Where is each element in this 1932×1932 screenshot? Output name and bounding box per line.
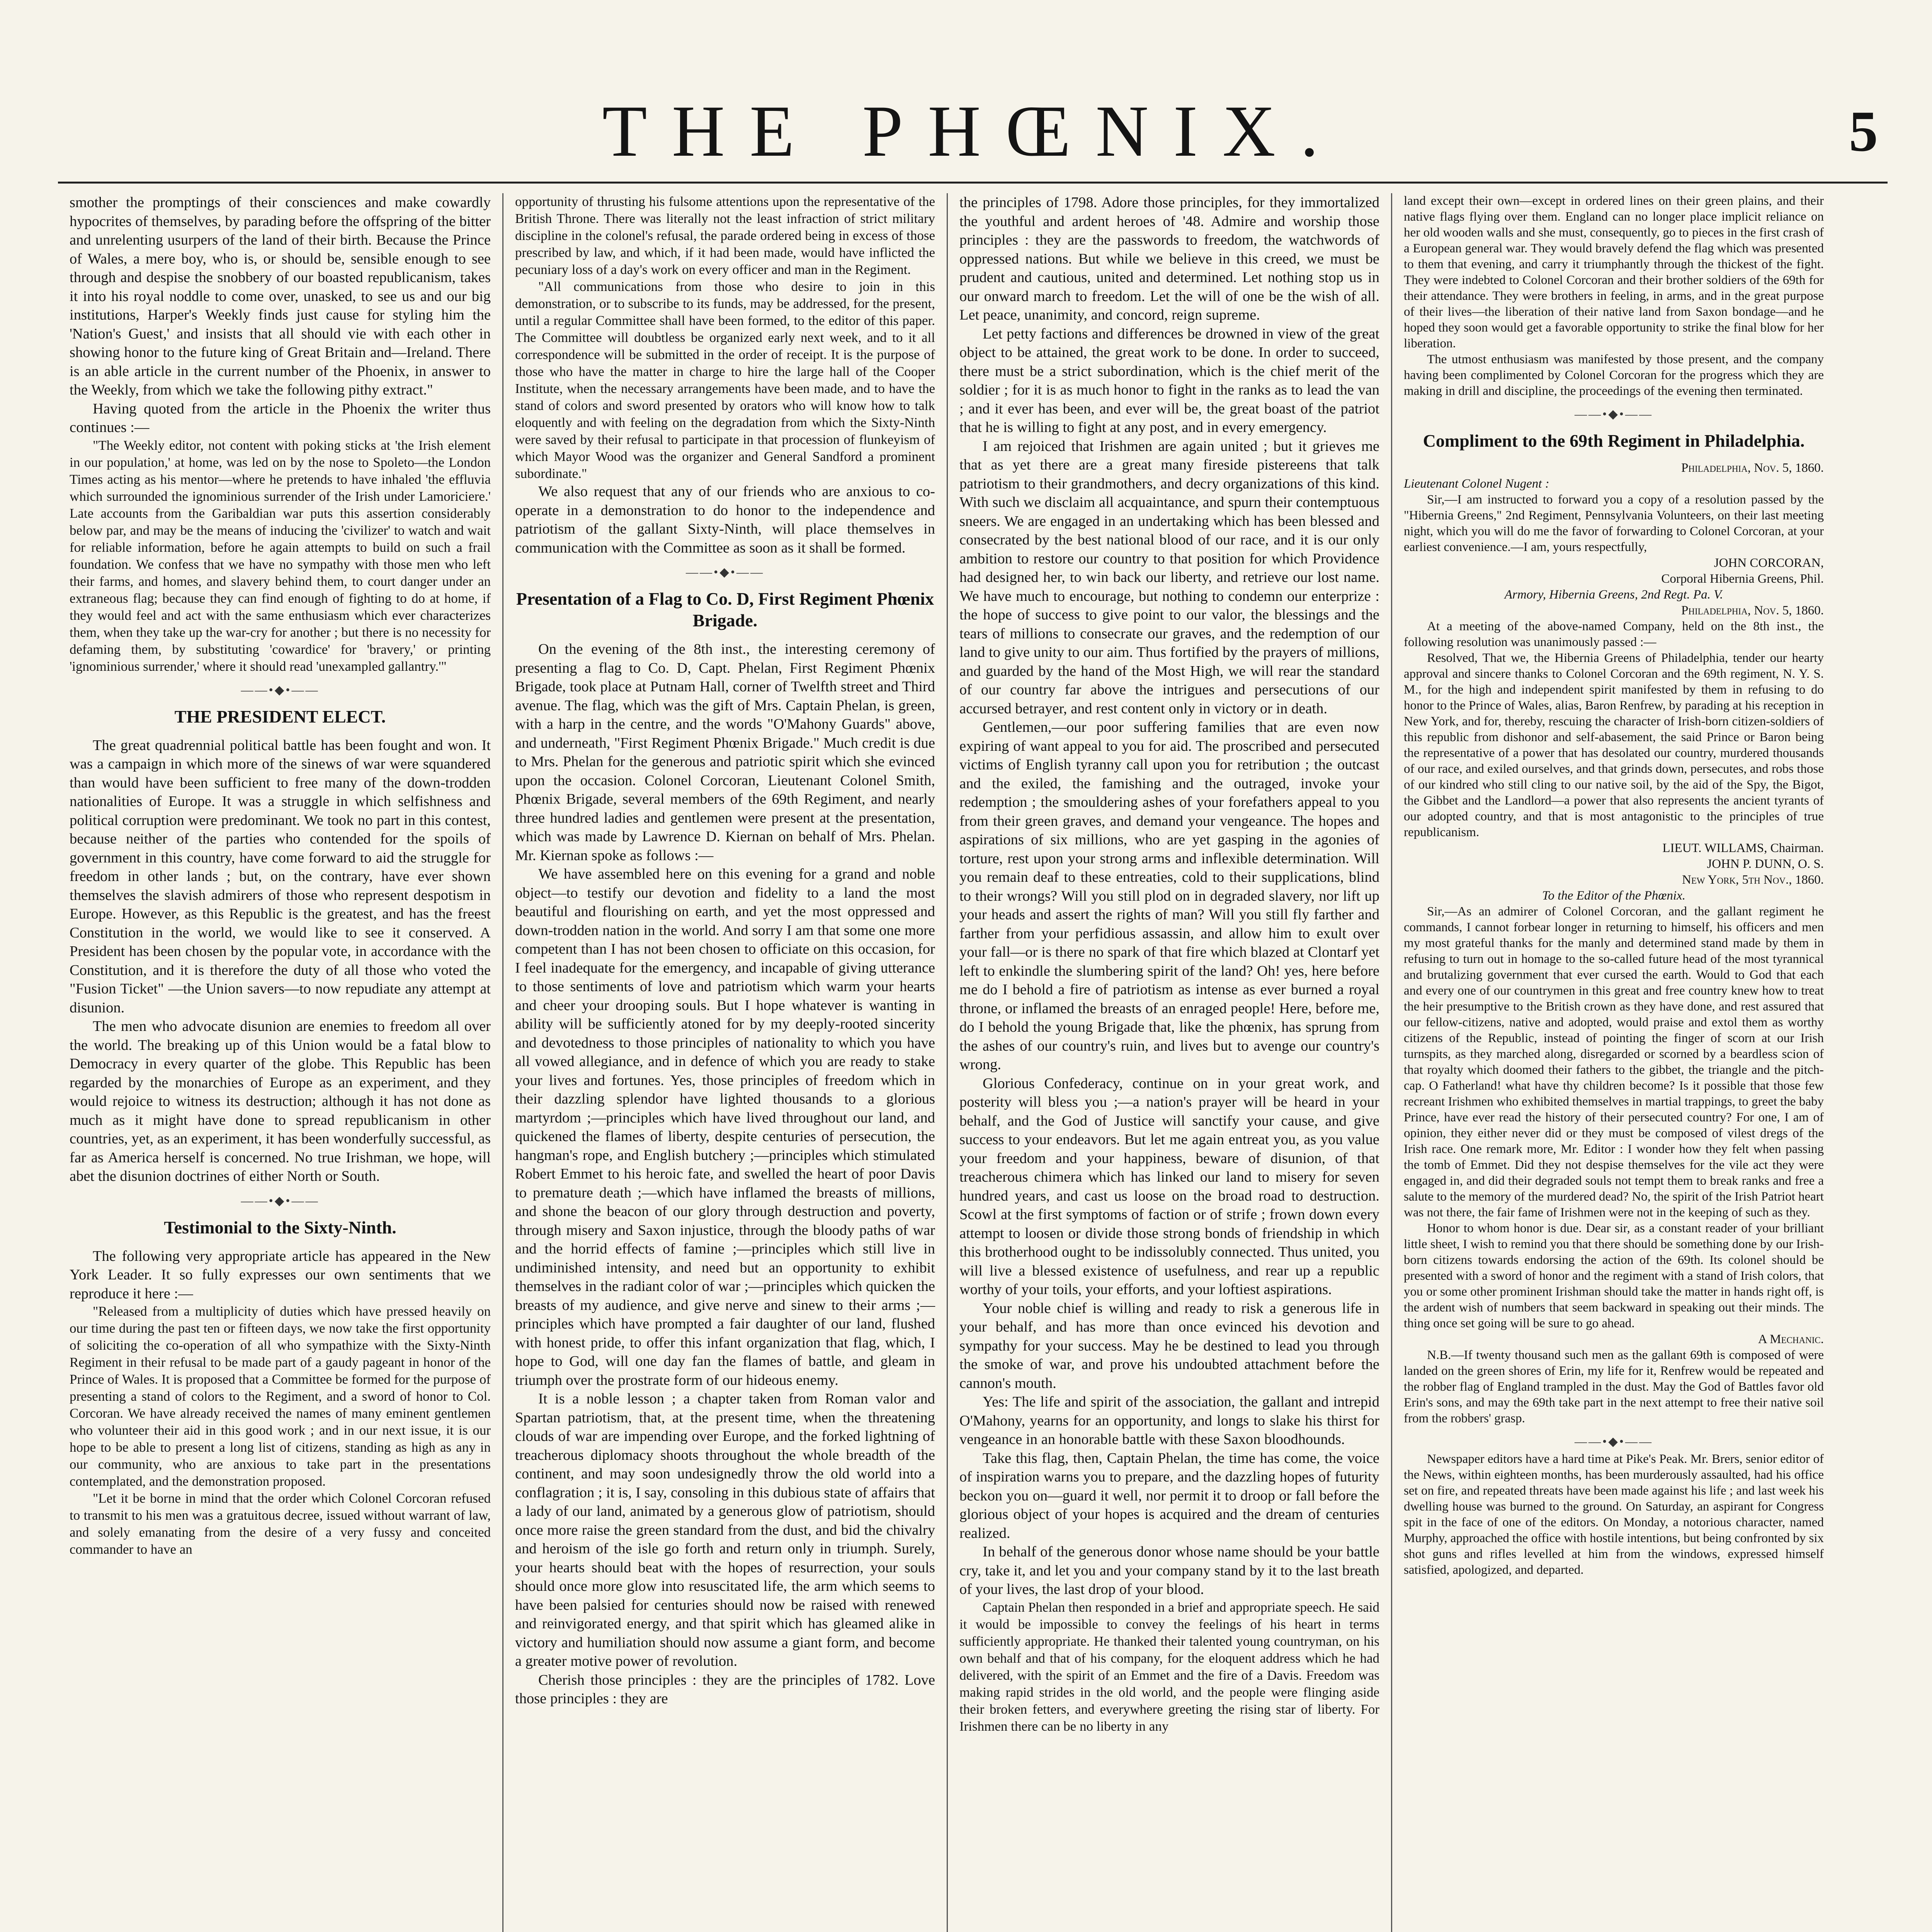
article-text: We have assembled here on this evening for a grand and noble object—to testify our devotion and fidelity to a land the most beautiful and flourishing on earth, and yet the most oppressed and down-trodden nation in the world. And sorry I am that some one more competent than I has not been chosen to officiate on this occasion, for I feel inadequate for the emergency, and incapable of giving utterance to those sentiments of love and patriotism which warm your hearts and cheer your drooping souls. But I hope whatever is wanting in ability will be sufficiently atoned for by my deeply-rooted sincerity and devotedness to those principles of nationality to which you have all vowed allegiance, and in defence of which you are ready to stake your lives and fortunes. Yes, those principles of freedom which in their dazzling splendor have lighted thousands to a glorious martyrdom ;—principles which have lived throughout our land, and quickened the flames of liberty, despite centuries of persecution, the hangman's rope, and English butchery ;—principles which stimulated Robert Emmet to his heroic fate, and swelled the heart of poor Davis to premature death ;—which have inflamed the breasts of millions, and shone the beacon of our glory through destruction and poverty, through misery and Saxon injustice, through the bloody paths of war and the horrid effects of famine ;—principles which still live in undiminished intensity, and need but an opportunity to exhibit themselves in the radiant color of war ;—principles which quicken the breasts of my audience, and give nerve and sinew to their arms ;—principles which have prompted a fair daughter of our land, flushed with honest pride, to offer this infant organization that flag, which, I hope to God, will one day fan the flames of battle, and gleam in triumph over the prostrate form of our hideous enemy. — [515, 866, 935, 1388]
columns — [58, 193, 1888, 1932]
section-ornament: ——•◆•—— — [1574, 407, 1653, 421]
article-quote: "The Weekly editor, not content with poking sticks at 'the Irish element in our population,' at home, was led on by the nose to Spoleto—the London Times acting as his mentor—where he pretends to have inhaled 'the effluvia which surrounded the ignominious surrender of the Irish under Lamoriciere.' Late accounts from the Garibaldian war puts this assertion considerably below par, and may be the means of inducing the 'civilizer' to watch and wait for reliable information, before he again attempts to build on such a frail foundation. We confess that we have no sympathy with those men who left their farms, and homes, and slavery behind them, to court danger under an extraneous flag; because they can find enough of fighting to do at home, if they would feel and act with the same enthusiasm which ever characterizes them, when they take up the war-cry for another ; but there is no necessity for defaming them, by substituting 'cowardice' for 'bravery,' or printing 'ignominious surrender,' where it should read 'unexampled gallantry.'" — [70, 437, 491, 674]
masthead-title: THE PHŒNIX. — [602, 91, 1344, 172]
signature: JOHN CORCORAN, — [1714, 556, 1824, 570]
article-text: Having quoted from the article in the Phoenix the writer thus continues :— — [70, 400, 491, 435]
article-text: On the evening of the 8th inst., the interesting ceremony of presenting a flag to Co. D, Capt. Phelan, First Regiment Phœnix Brigade, took place at Putnam Hall, corner of Twelfth street and Third avenue. The flag, which was the gift of Mrs. Captain Phelan, is green, with a harp in the centre, and the words "O'Mahony Guards" above, and underneath, "First Regiment Phœnix Brigade." Much credit is due to Mrs. Phelan for the generous and patriotic spirit which she evinced upon the occasion. Colonel Corcoran, Lieutenant Colonel Smith, Phœnix Brigade, several members of the 69th Regiment, and nearly three hundred ladies and gentlemen were present at the presentation, which was made by Lawrence D. Kiernan on behalf of Mrs. Phelan. Mr. Kiernan spoke as follows :— — [515, 641, 935, 864]
article-quote: "All communications from those who desire to join in this demonstration, or to subscribe to its funds, may be addressed, for the present, until a regular Committee shall have been formed, to the editor of this paper. The Committee will doubtless be organized early next week, and to it all correspondence will be submitted in the order of receipt. It is the purpose of those who have the matter in charge to hire the large hall of the Cooper Institute, when the necessary arrangements have been made, and to have the stand of colors and sword presented by orators who will know how to talk eloquently and with feeling on the degradation from which the Sixty-Ninth were saved by their refusal to participate in that procession of flunkeyism of which Mayor Wood was the organizer and General Sandford a prominent subordinate." — [515, 279, 935, 481]
article-quote: "Released from a multiplicity of duties which have pressed heavily on our time during the past ten or fifteen days, we now take the first opportunity of soliciting the co-operation of all who sympathize with the Sixty-Ninth Regiment in their refusal to be made part of a gaudy pageant in honor of the Prince of Wales. It is proposed that a Committee be formed for the purpose of presenting a stand of colors to the Regiment, and a sword of honor to Col. Corcoran. We have already received the names of many eminent gentlemen who volunteer their aid in this good work ; and in our next issue, it is our hope to be able to present a long list of citizens, standing as high as any in our community, who are anxious to take part in the presentations contemplated, and the demonstration proposed. — [70, 1304, 491, 1489]
salutation: To the Editor of the Phœnix. — [1542, 889, 1685, 903]
dateline: Philadelphia, Nov. 5, 1860. — [1681, 604, 1824, 617]
article-text: Your noble chief is willing and ready to risk a generous life in your behalf, and has more than once evinced his devotion and sympathy for your success. May he be destined to lead you through the smoke of war, and prove his undoubted attachment before the cannon's mouth. — [959, 1300, 1379, 1391]
article-text: Captain Phelan then responded in a brief and appropriate speech. He said it would be impossible to convey the feelings of his heart in terms sufficiently appropriate. He thanked their talented young countryman, on his own behalf and that of his company, for the eloquent address which he had delivered, with the spirit of an Emmet and the fire of a Davis. Freedom was making rapid strides in the old world, and the people were flinging aside their broken fetters, and everywhere greeting the rising star of liberty. For Irishmen there can be no liberty in any — [959, 1599, 1379, 1734]
article-text: Gentlemen,—our poor suffering families that are even now expiring of want appeal to you for aid. The proscribed and persecuted victims of English tyranny call upon you for retribution ; the outcast and the exiled, the famishing and the outraged, invoke your redemption ; the smouldering ashes of your forefathers appeal to you from their green graves, and demand your vengeance. The hopes and aspirations of six millions, who are yet gasping in the agonies of torture, rest upon your strong arms and inflexible determination. Will you remain deaf to these entreaties, cold to their supplications, blind to their wrongs? Will you still plod on in degraded slavery, nor lift up your heads and assert the rights of man? Will you still fly farther and farther from your perfidious assassin, and allow him to exult over your fall—or is there no spark of that fire which blazed at Clontarf yet left to enkindle the slumbering spirit of the land? Oh! yes, here before me do I behold a fire of patriotism as intense as ever burned a royal throne, or inflamed the breasts of an enraged people! Here, before me, do I behold the young Brigade that, like the phœnix, has sprung from the ashes of our country's ruin, and lives but to avenge our country's wrong. — [959, 719, 1379, 1073]
article-text: Cherish those principles : they are the principles of 1782. Love those principles : they are — [515, 1672, 935, 1707]
article-text: Let petty factions and differences be drowned in view of the great object to be attained, the great work to be done. In order to succeed, there must be a strict subordination, which is the chief merit of the soldier ; for it is as much honor to fight in the ranks as to lead the van ; and it ever has been, and ever will be, the great boast of the patriot that he is willing to fight at any post, and in every emergency. — [959, 325, 1379, 435]
article-text: smother the promptings of their consciences and make cowardly hypocrites of themselves, by parading before the offspring of the bitter and unrelenting usurpers of the land of their birth. Because the Prince of Wales, a mere boy, who is, or should be, sensible enough to see through and despise the snobbery of our boasted republicanism, takes it into his royal noddle to come over, unasked, to see us and our big institutions, Harper's Weekly finds just cause for styling him the 'Nation's Guest,' and insists that all should vie with each other in showing honor to the future king of Great Britain and—Ireland. There is an able article in the current number of the Phoenix, in answer to the Weekly, from which we take the following pithy extract." — [70, 194, 491, 398]
article-text: We also request that any of our friends who are anxious to co-operate in a demonstration to do honor to the independence and patriotism of the gallant Sixty-Ninth, will place themselves in communication with the Committee as soon as it shall be formed. — [515, 483, 935, 556]
masthead — [0, 81, 1932, 189]
section-ornament: ——•◆•—— — [1574, 1434, 1653, 1448]
dateline: Philadelphia, Nov. 5, 1860. — [1681, 461, 1824, 475]
page-number: 5 — [1849, 99, 1878, 163]
letter-text: Honor to whom honor is due. Dear sir, as a constant reader of your brilliant little sheet, I wish to remind you that there should be something done by our Irish-born citizens towards endorsing the action of the 69th. Its colonel should be presented with a sword of honor and the regiment with a stand of Irish colors, that you or some other prominent Irishman should take the matter in hands right off, is the ardent wish of numbers that seem backward in speaking out their minds. The thing once set going will be sure to go ahead. — [1404, 1221, 1824, 1330]
salutation: Lieutenant Colonel Nugent : — [1404, 477, 1549, 491]
article-text: The utmost enthusiasm was manifested by those present, and the company having been complimented by Colonel Corcoran for the progress which they are making in drill and discipline, the proceedings of the evening then terminated. — [1404, 352, 1824, 398]
section-ornament: ——•◆•—— — [685, 565, 764, 579]
article-text: In behalf of the generous donor whose name should be your battle cry, take it, and let you and your company stand by it to the last breath of your lives, the last drop of your blood. — [959, 1544, 1379, 1597]
article-text: the principles of 1798. Adore those principles, for they immortalized the youthful and ardent heroes of '48. Admire and worship those principles : they are the passwords to freedom, the watchwords of oppressed nations. But while we believe in this creed, we must be prudent and cautious, united and determined. Let nothing stop us in our onward march to freedom. Let the will of one be the wish of all. Let peace, unanimity, and concord, reign supreme. — [959, 194, 1379, 323]
letter-text: Sir,—I am instructed to forward you a copy of a resolution passed by the "Hibernia Greens," 2nd Regiment, Pennsylvania Volunteers, on their last meeting night, which you will do me the favor of forwarding to Colonel Corcoran, at your earliest convenience.—I am, yours respectfully, — [1404, 493, 1824, 554]
article-quote: "Let it be borne in mind that the order which Colonel Corcoran refused to transmit to his men was a gratuitous decree, issued without warrant of law, and solely emanating from the desire of a very fussy and conceited commander to have an — [70, 1491, 491, 1557]
signature-title: Corporal Hibernia Greens, Phil. — [1661, 572, 1824, 586]
column-2 — [502, 193, 947, 1932]
letter-text: N.B.—If twenty thousand such men as the gallant 69th is composed of were landed on the green shores of Erin, my life for it, Renfrew would be repeated and the robber flag of England trampled in the dust. May the God of Battles favor old Erin's sons, and may the 69th take part in the next attempt to free their native soil from the robbers' grasp. — [1404, 1348, 1824, 1425]
article-heading: THE PRESIDENT ELECT. — [174, 706, 386, 726]
section-ornament: ——•◆•—— — [241, 682, 320, 697]
article-heading: Compliment to the 69th Regiment in Philadelphia. — [1423, 431, 1805, 451]
signature: A Mechanic. — [1758, 1332, 1824, 1346]
column-3 — [947, 193, 1391, 1932]
column-4 — [1391, 193, 1835, 1932]
section-ornament: ——•◆•—— — [241, 1193, 320, 1208]
signature: JOHN P. DUNN, O. S. — [1707, 857, 1824, 871]
article-text: Glorious Confederacy, continue on in your great work, and posterity will bless you ;—a nation's prayer will be heard in your behalf, and the God of Justice will sanctify your cause, and give success to your endeavors. But let me again entreat you, as you value your freedom and your happiness, beware of disunion, of that treacherous chimera which has linked our land to misery for seven hundred years, and cast us loose on the broad road to destruction. Scowl at the first symptoms of faction or of strife ; frown down every attempt to loosen or divide those strong bonds of friendship in which this brotherhood ought to be indissolubly connected. Thus united, you will live a blessed existence of usefulness, and rear up a republic worthy of your toils, your efforts, and your loftiest aspirations. — [959, 1075, 1379, 1298]
letter-text: Sir,—As an admirer of Colonel Corcoran, and the gallant regiment he commands, I cannot forbear longer in returning to himself, his officers and men my most grateful thanks for the manly and determined stand made by them in refusing to turn out in homage to the so-called future head of the most tyrannical and brutalizing government that ever cursed the earth. Would to God that each and every one of our countrymen in this great and free country knew how to treat the heir presumptive to the British crown as they have done, and rest assured that our fellow-citizens, native and adopted, would praise and extol them as worthy citizens of the Republic, instead of pointing the finger of scorn at our Irish turnspits, as they marched along, disregarded or scorned by a beardless scion of that royalty which doomed their fathers to the gibbet, the triangle and the pitch-cap. O Fatherland! what have thy children become? Is it possible that those few recreant Irishmen who exhibited themselves in martial trappings, to greet the baby Prince, have ever read the history of their persecuted country? For one, I am of opinion, they either never did or they must be composed of vilest dregs of the Irish race. One remark more, Mr. Editor : I wonder how they felt when passing the tomb of Emmet. Did they not despise themselves for the vile act they were engaged in, and did their degraded souls not tempt them to break ranks and free a salute to the memory of the murdered dead? No, the spirit of the Irish Patriot heart was not there, the fair fame of Irishmen were not in the keeping of such as they. — [1404, 905, 1824, 1219]
article-text: It is a noble lesson ; a chapter taken from Roman valor and Spartan patriotism, that, at the present time, when the threatening clouds of war are impending over Europe, and the forked lightning of treacherous diplomacy shoots throughout the whole breadth of the continent, and may soon undesignedly throw the old world into a conflagration ; it is, I say, consoling in this dubious state of affairs that a lady of our land, animated by a generous glow of patriotism, should once more raise the green standard from the dust, and bid the chivalry and heroism of the isle go forth and return only in triumph. Surely, your hearts should beat with the hopes of resurrection, your souls should once more glow into resuscitated life, the arm which seems to have been palsied for centuries should now be raised with renewed and reinvigorated energy, and that spirit which has gleamed alike in victory and humiliation should now assume a giant form, and become a greater motive power of revolution. — [515, 1391, 935, 1669]
article-heading: Presentation of a Flag to Co. D, First Regiment Phœnix Brigade. — [516, 589, 934, 630]
article-text: The men who advocate disunion are enemies to freedom all over the world. The breaking up of this Union would be a fatal blow to Democracy in every quarter of the globe. This Republic has been regarded by the monarchies of Europe as an experiment, and they would rejoice to witness its destruction; although it has not done as much as it might have done to spread republicanism in other countries, yet, as an experiment, it has been wonderfully successful, as far as America herself is concerned. No true Irishman, we hope, will abet the disunion doctrines of either North or South. — [70, 1018, 491, 1184]
article-heading: Testimonial to the Sixty-Ninth. — [164, 1217, 396, 1237]
article-text: The great quadrennial political battle has been fought and won. It was a campaign in which more of the sinews of war were squandered than would have been sufficient to free many of the down-trodden nationalities of Europe. It was a struggle in which selfishness and political corruption were predominant. We took no part in this contest, because neither of the parties who contended for the spoils of government in this country, have come forward to aid the struggle for freedom in other lands ; but, on the contrary, have ever shown themselves the slavish admirers of those who represent despotism in Europe. However, as this Republic is the greatest, and has the freest Constitution in the world, we would like to see it conserved. A President has been chosen by the popular vote, in accordance with the Constitution, and it is therefore the duty of all those who voted the "Fusion Ticket" —the Union savers—to now repudiate any attempt at disunion. — [70, 737, 491, 1016]
dateline: Armory, Hibernia Greens, 2nd Regt. Pa. V. — [1504, 588, 1723, 602]
dateline: New York, 5th Nov., 1860. — [1682, 873, 1824, 887]
news-item: Newspaper editors have a hard time at Pike's Peak. Mr. Brers, senior editor of the News, within eighteen months, has been murderously assaulted, had his office set on fire, and repeated threats have been made against his life ; and last week his dwelling house was burned to the ground. On Saturday, an aspirant for Congress spit in the face of one of the editors. On Monday, a notorious character, named Murphy, approached the office with hostile intentions, but being confronted by six shot guns and rifles levelled at him from the windows, expressed himself satisfied, apologized, and departed. — [1404, 1452, 1824, 1577]
article-quote: opportunity of thrusting his fulsome attentions upon the representative of the British Throne. There was literally not the least infraction of strict military discipline in the colonel's refusal, the parade ordered being in excess of those prescribed by law, and which, if it had been made, would have inflicted the pecuniary loss of a day's work on every officer and man in the Regiment. — [515, 194, 935, 277]
article-text: Take this flag, then, Captain Phelan, the time has come, the voice of inspiration warns you to prepare, and the dazzling hopes of futurity beckon you on—guard it well, nor permit it to droop or fall before the glorious object of your hopes is acquired and the dream of centuries realized. — [959, 1450, 1379, 1541]
article-text: Yes: The life and spirit of the association, the gallant and intrepid O'Mahony, yearns for an opportunity, and longs to slake his thirst for vengeance in an honorable battle with these Saxon bloodhounds. — [959, 1394, 1379, 1447]
letter-text: At a meeting of the above-named Company, held on the 8th inst., the following resolution was unanimously passed :— — [1404, 619, 1824, 649]
article-text: land except their own—except in ordered lines on their green plains, and their native flags flying over them. England can no longer place implicit reliance on her old wooden walls and she must, consequently, go to pieces in the first crash of a European general war. They would bravely defend the flag which was presented to them that evening, and carry it triumphantly through the thickest of the fight. They were indebted to Colonel Corcoran and their brother soldiers of the 69th for their attendance. They were brothers in feeling, in arms, and in the great purpose of their lives—the liberation of their native land from Saxon bondage—and he hoped they soon would get a favorable opportunity to strike the final blow for her liberation. — [1404, 194, 1824, 350]
masthead-rule — [58, 182, 1888, 184]
article-text: I am rejoiced that Irishmen are again united ; but it grieves me that as yet there are a great many fireside pistereens that talk patriotism to their grandmothers, and decry organizations of this kind. With such we disclaim all acquaintance, and spurn their contemptuous sneers. We are engaged in an undertaking which has been blessed and consecrated by the best national blood of our race, and it is our only ambition to restore our country to that position for which Providence had designed her, to win back our liberty, and retrieve our lost name. We have much to encourage, but nothing to condemn our enterprize : the hope of success to give point to our valor, the blessings and the tears of millions to consecrate our graves, and the redemption of our land to give unity to our aim. Thus fortified by the prayers of millions, and guarded by the hand of the Most High, we will rear the standard of our country far above the intrigues and persecutions of our accursed betrayer, and rest content only in victory or in death. — [959, 438, 1379, 717]
resolution-text: Resolved, That we, the Hibernia Greens of Philadelphia, tender our hearty approval and sincere thanks to Colonel Corcoran and the 69th regiment, N. Y. S. M., for the high and independent spirit manifested by them in refusing to do honor to the Prince of Wales, alias, Baron Renfrew, by parading at his reception in New York, and for, thereby, rescuing the character of Irish-born citizen-soldiers of this republic from dishonor and self-abasement, the said Prince or Baron being the representative of a power that has desolated our country, murdered thousands of our race, and exiled ourselves, and that grinds down, persecutes, and robs those of our kindred who still cling to our native soil, by the aid of the Spy, the Bigot, the Gibbet and the Landlord—a power that also represents the ancient tyrants of our adopted country, and that is most antagonistic to the principles of true republicanism. — [1404, 651, 1824, 839]
signature: LIEUT. WILLAMS, Chairman. — [1662, 841, 1824, 855]
column-1 — [58, 193, 502, 1932]
article-text: The following very appropriate article has appeared in the New York Leader. It so fully expresses our own sentiments that we reproduce it here :— — [70, 1248, 491, 1302]
